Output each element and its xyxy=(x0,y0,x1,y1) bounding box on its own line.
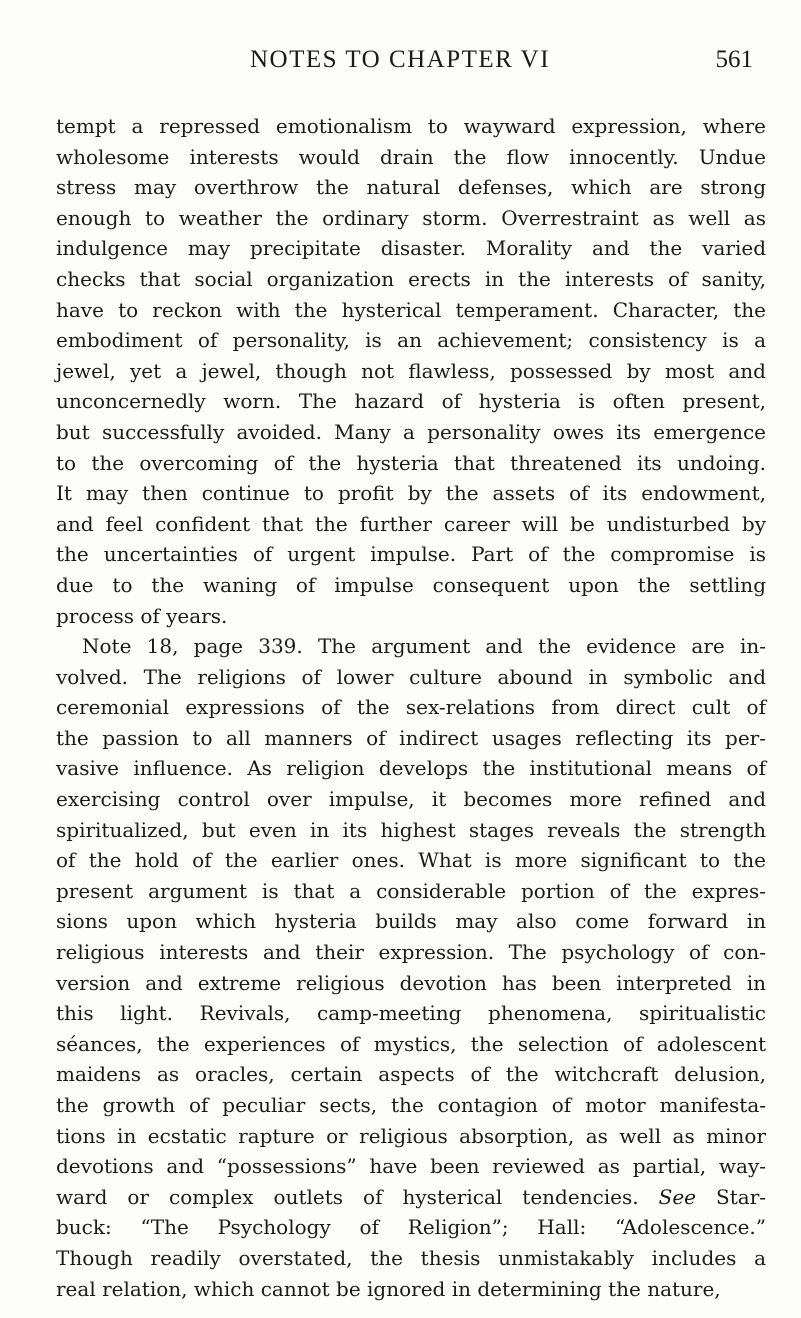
page-number: 561 xyxy=(715,46,753,73)
running-head: NOTES TO CHAPTER VI xyxy=(249,46,551,73)
text-line: stress may overthrow the natural defenses, which are strong xyxy=(56,175,766,200)
text-line-segment: Star- xyxy=(716,1184,767,1209)
text-line: of the hold of the earlier ones. What is more significant to the xyxy=(56,848,766,873)
text-line: to the overcoming of the hysteria that threatened its undoing. xyxy=(56,450,766,475)
text-line: ceremonial expressions of the sex-relations from direct cult of xyxy=(56,695,766,720)
text-line: present argument is that a considerable portion of the expres- xyxy=(56,878,766,903)
text-line: the passion to all manners of indirect usages reflecting its per- xyxy=(56,725,766,750)
text-line: spiritualized, but even in its highest stages reveals the strength xyxy=(56,817,766,842)
text-line: enough to weather the ordinary storm. Overrestraint as well as xyxy=(56,205,766,230)
text-line: devotions and “possessions” have been reviewed as partial, way- xyxy=(56,1154,766,1179)
see-reference-word: See xyxy=(658,1184,697,1209)
text-line: unconcernedly worn. The hazard of hysteria is often present, xyxy=(56,389,766,414)
text-line-paragraph-end: process of years. xyxy=(56,603,228,628)
text-line: due to the waning of impulse consequent upon the settling xyxy=(56,572,766,597)
text-line: the growth of peculiar sects, the contagion of motor manifesta- xyxy=(56,1093,766,1117)
text-line: sions upon which hysteria builds may also come forward in xyxy=(56,909,766,934)
text-line: indulgence may precipitate disaster. Morality and the varied xyxy=(56,236,766,261)
text-line: version and extreme religious devotion has been interpreted in xyxy=(56,970,766,995)
text-line: wholesome interests would drain the flow innocently. Undue xyxy=(56,144,766,169)
text-line-note-start: Note 18, page 339. The argument and the evidence are in- xyxy=(82,634,766,659)
body-text xyxy=(56,111,766,1304)
text-line: embodiment of personality, is an achievement; consistency is a xyxy=(56,328,766,353)
text-line: jewel, yet a jewel, though not flawless, possessed by most and xyxy=(56,358,766,383)
text-line: tions in ecstatic rapture or religious absorption, as well as minor xyxy=(56,1123,766,1148)
text-line: Though readily overstated, the thesis unmistakably includes a xyxy=(56,1245,766,1270)
text-line: the uncertainties of urgent impulse. Part of the compromise is xyxy=(56,542,766,567)
text-line-segment: ward or complex outlets of hysterical tendencies. xyxy=(56,1184,639,1209)
text-line: religious interests and their expression. The psychology of con- xyxy=(56,940,766,965)
text-line: séances, the experiences of mystics, the selection of adolescent xyxy=(56,1031,766,1056)
text-line-with-see xyxy=(56,1182,766,1213)
text-line: maidens as oracles, certain aspects of the witchcraft delusion, xyxy=(56,1062,766,1087)
text-line: volved. The religions of lower culture abound in symbolic and xyxy=(56,664,766,689)
text-line: buck: “The Psychology of Religion”; Hall: “Adolescence.” xyxy=(56,1215,766,1240)
text-line: tempt a repressed emotionalism to wayward expression, where xyxy=(56,114,766,138)
text-line: real relation, which cannot be ignored in determining the nature, xyxy=(56,1276,721,1301)
text-line: exercising control over impulse, it becomes more refined and xyxy=(56,787,766,812)
text-line: and feel confident that the further career will be undisturbed by xyxy=(56,511,766,536)
text-line: have to reckon with the hysterical temperament. Character, the xyxy=(56,297,766,322)
text-line: checks that social organization erects in the interests of sanity, xyxy=(56,266,766,291)
text-line: vasive influence. As religion develops the institutional means of xyxy=(56,756,766,781)
text-line: but successfully avoided. Many a personality owes its emergence xyxy=(56,419,766,444)
text-line: this light. Revivals, camp-meeting phenomena, spiritualistic xyxy=(56,1001,766,1026)
text-line: It may then continue to profit by the assets of its endowment, xyxy=(56,481,766,506)
